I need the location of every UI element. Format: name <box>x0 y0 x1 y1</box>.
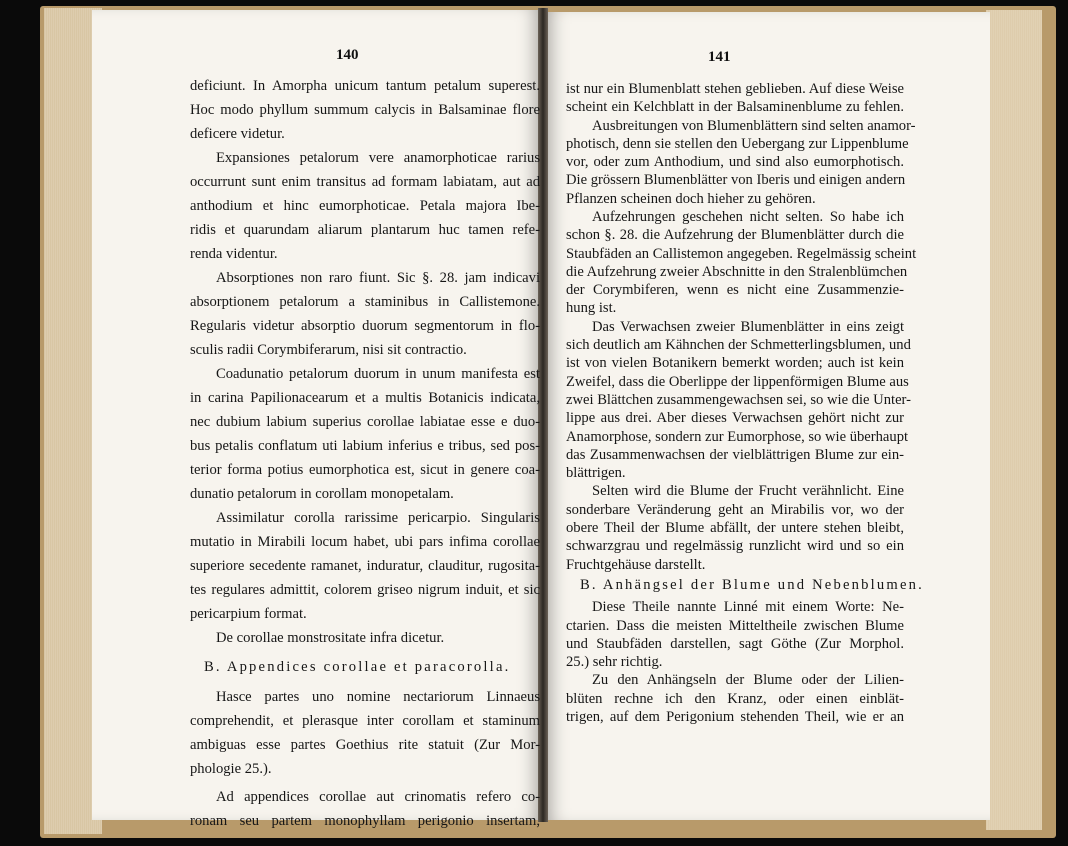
text-line: Anamorphose, sondern zur Eumorphose, so wie überhaupt <box>566 428 909 445</box>
text-line: ronam seu partem monophyllam perigonio insertam, <box>190 813 540 829</box>
text-line: dunatio petalorum in corollam monopetalam. <box>190 486 454 502</box>
text-line: ist nur ein Blumenblatt stehen geblieben. Auf diese Weise <box>566 81 904 97</box>
text-line: Assimilatur corolla rarissime pericarpio. Singularis <box>216 510 540 526</box>
text-line: schon §. 28. die Aufzehrung der Blumenblätter durch die <box>566 227 904 244</box>
text-line: trigen, auf dem Perigonium stehenden Theil, wie er an <box>566 709 904 725</box>
text-line: Ausbreitungen von Blumenblättern sind selten anamor- <box>592 117 916 134</box>
text-line: B. Anhängsel der Blume und Nebenblumen. <box>580 577 924 594</box>
text-line: Zu den Anhängseln der Blume oder der Lilien- <box>592 672 904 689</box>
text-line: photisch, denn sie stellen den Uebergang zur Lippenblume <box>566 135 909 152</box>
text-line: De corollae monstrositate infra dicetur. <box>216 630 445 646</box>
text-line: ctarien. Dass die meisten Mitteltheile zwischen Blume <box>566 617 904 634</box>
text-line: lippe aus drei. Aber dieses Verwachsen gehört nicht zur <box>566 410 904 427</box>
text-line: Pflanzen scheinen doch hieher zu gehören. <box>566 190 816 207</box>
text-line: phologie 25.). <box>190 761 272 777</box>
text-line: pericarpium format. <box>190 606 307 622</box>
text-line: Zweifel, dass die Oberlippe der lippenförmigen Blume aus <box>566 373 909 390</box>
text-line: anthodium et hinc eumorphoticae. Petala majora Ibe- <box>190 198 540 214</box>
text-line: Staubfäden an Callistemon angegeben. Regelmässig scheint <box>566 245 917 262</box>
text-line: blüten rechne ich den Kranz, oder einen einblät- <box>566 690 904 707</box>
text-line: deficiunt. In Amorpha unicum tantum petalum superest. <box>190 78 540 94</box>
text-line: ist von vielen Botanikern bemerkt worden; auch ist kein <box>566 355 904 372</box>
text-line: der Corymbiferen, wenn es nicht eine Zusammenzie- <box>566 282 904 299</box>
text-line: vor, oder zum Anthodium, und sind also eumorphotisch. <box>566 154 904 171</box>
text-line: 25.) sehr richtig. <box>566 654 663 671</box>
text-line: B. Appendices corollae et paracorolla. <box>204 659 511 675</box>
text-line: sich deutlich am Kähnchen der Schmetterlingsblumen, und <box>566 337 911 354</box>
text-line: bus petalis conflatum uti labium inferius e tribus, sed pos- <box>190 438 540 454</box>
text-line: deficere videtur. <box>190 126 285 142</box>
page-number-left: 140 <box>336 47 359 63</box>
text-line: Expansiones petalorum vere anamorphoticae rarius <box>216 150 540 166</box>
text-line: scheint ein Kelchblatt in der Balsaminenblume zu fehlen. <box>566 99 904 116</box>
text-line: in carina Papilionacearum et a multis Botanicis indicata, <box>190 390 540 406</box>
text-line: schwarzgrau und regelmässig runzlicht wird und so ein <box>566 538 904 555</box>
text-line: hung ist. <box>566 300 617 317</box>
text-line: Absorptiones non raro fiunt. Sic §. 28. jam indicavi <box>216 270 540 286</box>
text-line: renda videntur. <box>190 246 278 262</box>
text-line: tes regulares admittit, colorem griseo nigrum induit, et sic <box>190 582 540 598</box>
text-line: das Zusammenwachsen der vielblättrigen Blume zur ein- <box>566 446 904 463</box>
text-line: Aufzehrungen geschehen nicht selten. So habe ich <box>592 209 904 226</box>
text-line: zwei Blättchen zusammengewachsen sei, so wie die Unter- <box>566 391 911 408</box>
text-line: Hoc modo phyllum summum calycis in Balsaminae flore <box>190 102 540 118</box>
text-line: obere Theil der Blume abfällt, der untere stehen bleibt, <box>566 519 904 536</box>
text-line: mutatio in Mirabili locum habet, ubi pars infima corollae <box>190 534 540 550</box>
text-line: die Aufzehrung zweier Abschnitte in den Stralenblümchen <box>566 263 908 280</box>
text-line: sculis radii Corymbiferarum, nisi sit contractio. <box>190 342 467 358</box>
text-line: Diese Theile nannte Linné mit einem Worte: Ne- <box>592 599 904 616</box>
text-line: absorptionem petalorum a staminibus in Callistemone. <box>190 294 540 310</box>
text-line: Regularis videtur absorptio duorum segmentorum in flo- <box>190 318 540 334</box>
text-line: nec dubium labium superius corollae labiatae esse e duo- <box>190 414 540 430</box>
text-line: blättrigen. <box>566 465 626 482</box>
text-line: ridis et quarundam aliarum plantarum huc tamen refe- <box>190 222 540 238</box>
text-line: Selten wird die Blume der Frucht verähnlicht. Eine <box>592 483 904 500</box>
text-line: Ad appendices corollae aut crinomatis refero co- <box>216 789 540 805</box>
text-line: Fruchtgehäuse darstellt. <box>566 556 706 573</box>
text-line: ambiguas esse partes Goethius rite statuit (Zur Mor- <box>190 737 540 753</box>
text-line: superiore secedente ramanet, induratur, clauditur, rugosita- <box>190 558 540 574</box>
text-line: occurrunt sunt enim transitus ad formam labiatam, aut ad <box>190 174 540 190</box>
text-line: sonderbare Veränderung geht an Mirabilis vor, wo der <box>566 501 904 518</box>
text-line: und Staubfäden darstellen, sagt Göthe (Zur Morphol. <box>566 635 904 652</box>
text-line: Das Verwachsen zweier Blumenblätter in eins zeigt <box>592 318 904 335</box>
page-edges-right <box>986 10 1042 830</box>
page-number-right: 141 <box>708 49 731 65</box>
text-line: Coadunatio petalorum duorum in unum manifesta est <box>216 366 540 382</box>
text-line: Die grössern Blumenblätter von Iberis und einigen andern <box>566 172 906 189</box>
text-line: terior forma potius eumorphotica est, sicut in genere coa- <box>190 462 540 478</box>
text-line: comprehendit, et plerasque inter corollam et staminum <box>190 713 540 729</box>
text-line: Hasce partes uno nomine nectariorum Linnaeus <box>216 689 540 705</box>
